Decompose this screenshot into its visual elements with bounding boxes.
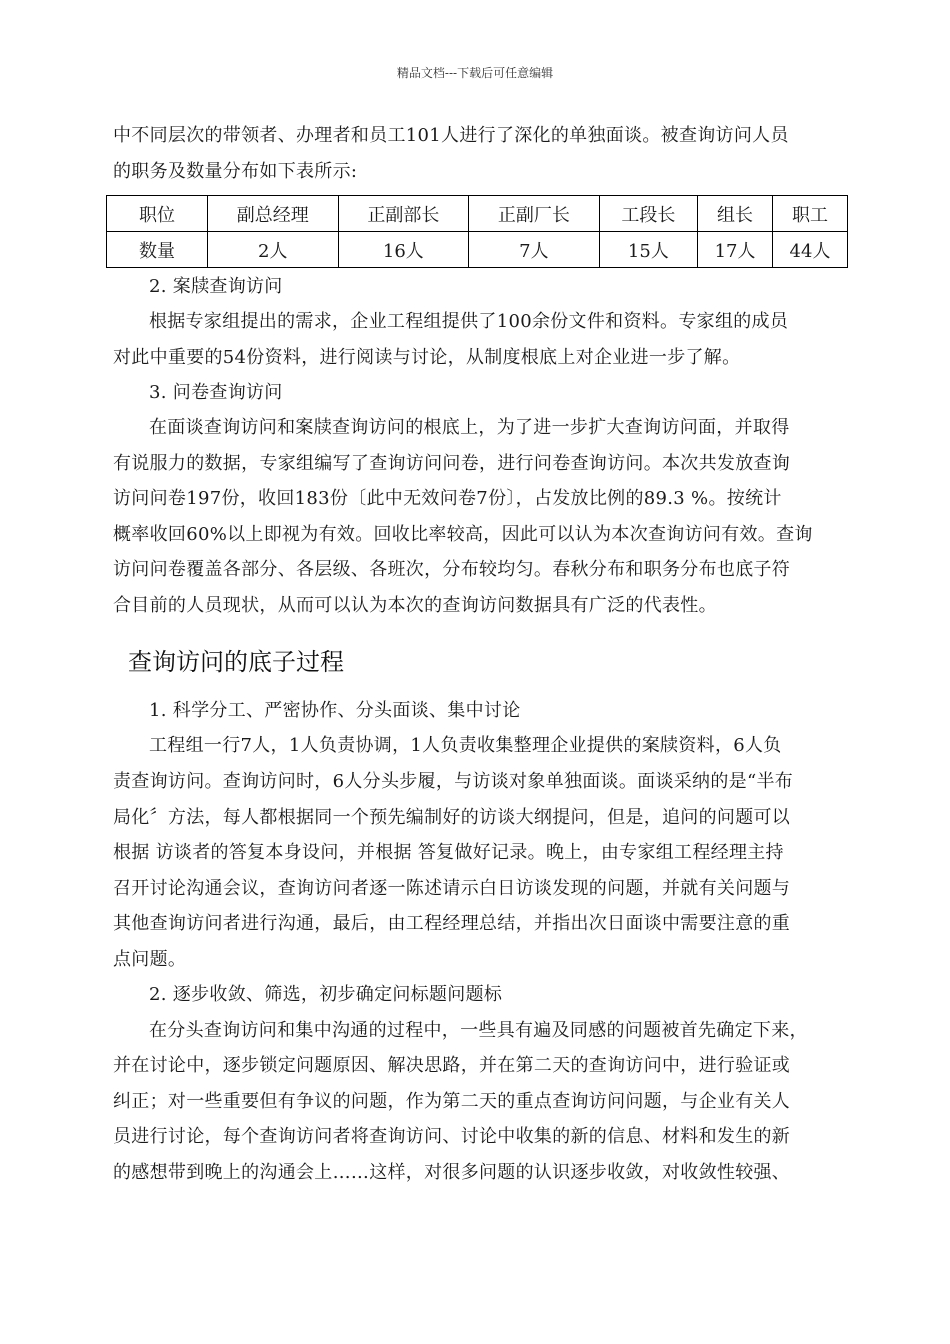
table-cell: 15人 xyxy=(599,232,697,268)
table-cell: 数量 xyxy=(107,232,208,268)
paragraph-line: 召开讨论沟通会议，查询访问者逐一陈述请示白日访谈发现的问题，并就有关问题与 xyxy=(113,878,791,899)
table-cell: 7人 xyxy=(469,232,600,268)
section-title: 查询访问的底子过程 xyxy=(128,648,344,676)
paragraph-line: 纠正；对一些重要但有争议的问题，作为第二天的重点查询访问问题，与企业有关人 xyxy=(113,1091,791,1112)
table-cell: 正副部长 xyxy=(338,196,469,232)
paragraph-line: 访问问卷覆盖各部分、各层级、各班次，分布较均匀。春秋分布和职务分布也底子符 xyxy=(113,559,791,580)
position-count-table xyxy=(106,195,848,268)
paragraph-line: 合目前的人员现状，从而可以认为本次的查询访问数据具有广泛的代表性。 xyxy=(113,595,717,616)
section-heading: 2. 案牍查询访问 xyxy=(149,276,283,297)
paragraph-line: 其他查询访问者进行沟通，最后，由工程经理总结，并指出次日面谈中需要注意的重 xyxy=(113,913,791,934)
section-heading: 1. 科学分工、严密协作、分头面谈、集中讨论 xyxy=(149,700,521,721)
table-data-row xyxy=(107,232,848,268)
table-cell: 工段长 xyxy=(599,196,697,232)
paragraph-line: 访问问卷197份，收回183份〔此中无效问卷7份〕，占发放比例的89.3 %。按统计 xyxy=(113,488,782,509)
table-header-row xyxy=(107,196,848,232)
paragraph-line: 局化〞方法，每人都根据同一个预先编制好的访谈大纲提问，但是，追问的问题可以 xyxy=(113,807,791,828)
table-cell: 职位 xyxy=(107,196,208,232)
table-cell: 17人 xyxy=(698,232,773,268)
table-cell: 职工 xyxy=(773,196,848,232)
section-heading: 2. 逐步收敛、筛选，初步确定问标题问题标 xyxy=(149,984,503,1005)
paragraph-line: 概率收回60%以上即视为有效。回收比率较高，因此可以认为本次查询访问有效。查询 xyxy=(113,524,813,545)
paragraph-line: 有说服力的数据，专家组编写了查询访问问卷，进行问卷查询访问。本次共发放查询 xyxy=(113,453,791,474)
paragraph-line: 工程组一行7人，1人负责协调，1人负责收集整理企业提供的案牍资料，6人负 xyxy=(149,735,782,756)
paragraph-line: 中不同层次的带领者、办理者和员工101人进行了深化的单独面谈。被查询访问人员 xyxy=(113,125,789,146)
paragraph-line: 在面谈查询访问和案牍查询访问的根底上，为了进一步扩大查询访问面，并取得 xyxy=(149,417,790,438)
section-heading: 3. 问卷查询访问 xyxy=(149,382,283,403)
table-cell: 副总经理 xyxy=(208,196,339,232)
paragraph-line: 并在讨论中，逐步锁定问题原因、解决思路，并在第二天的查询访问中，进行验证或 xyxy=(113,1055,791,1076)
table-cell: 44人 xyxy=(773,232,848,268)
paragraph-line: 的感想带到晚上的沟通会上……这样，对很多问题的认识逐步收敛，对收敛性较强、 xyxy=(113,1162,791,1183)
paragraph-line: 在分头查询访问和集中沟通的过程中，一些具有遍及同感的问题被首先确定下来， xyxy=(149,1020,808,1041)
paragraph-line: 责查询访问。查询访问时，6人分头步履，与访谈对象单独面谈。面谈采纳的是“半布 xyxy=(113,771,794,792)
paragraph-line: 对此中重要的54份资料，进行阅读与讨论，从制度根底上对企业进一步了解。 xyxy=(113,347,741,368)
table-cell: 2人 xyxy=(208,232,339,268)
table-cell: 正副厂长 xyxy=(469,196,600,232)
table-cell: 16人 xyxy=(338,232,469,268)
paragraph-line: 员进行讨论，每个查询访问者将查询访问、讨论中收集的新的信息、材料和发生的新 xyxy=(113,1126,791,1147)
paragraph-line: 根据专家组提出的需求，企业工程组提供了100余份文件和资料。专家组的成员 xyxy=(149,311,789,332)
paragraph-line: 的职务及数量分布如下表所示: xyxy=(113,161,358,182)
page-header: 精品文档---下载后可任意编辑 xyxy=(396,66,554,80)
paragraph-line: 根据 访谈者的答复本身设问，并根据 答复做好记录。晚上，由专家组工程经理主持 xyxy=(113,842,784,863)
table-cell: 组长 xyxy=(698,196,773,232)
paragraph-line: 点问题。 xyxy=(113,949,187,970)
